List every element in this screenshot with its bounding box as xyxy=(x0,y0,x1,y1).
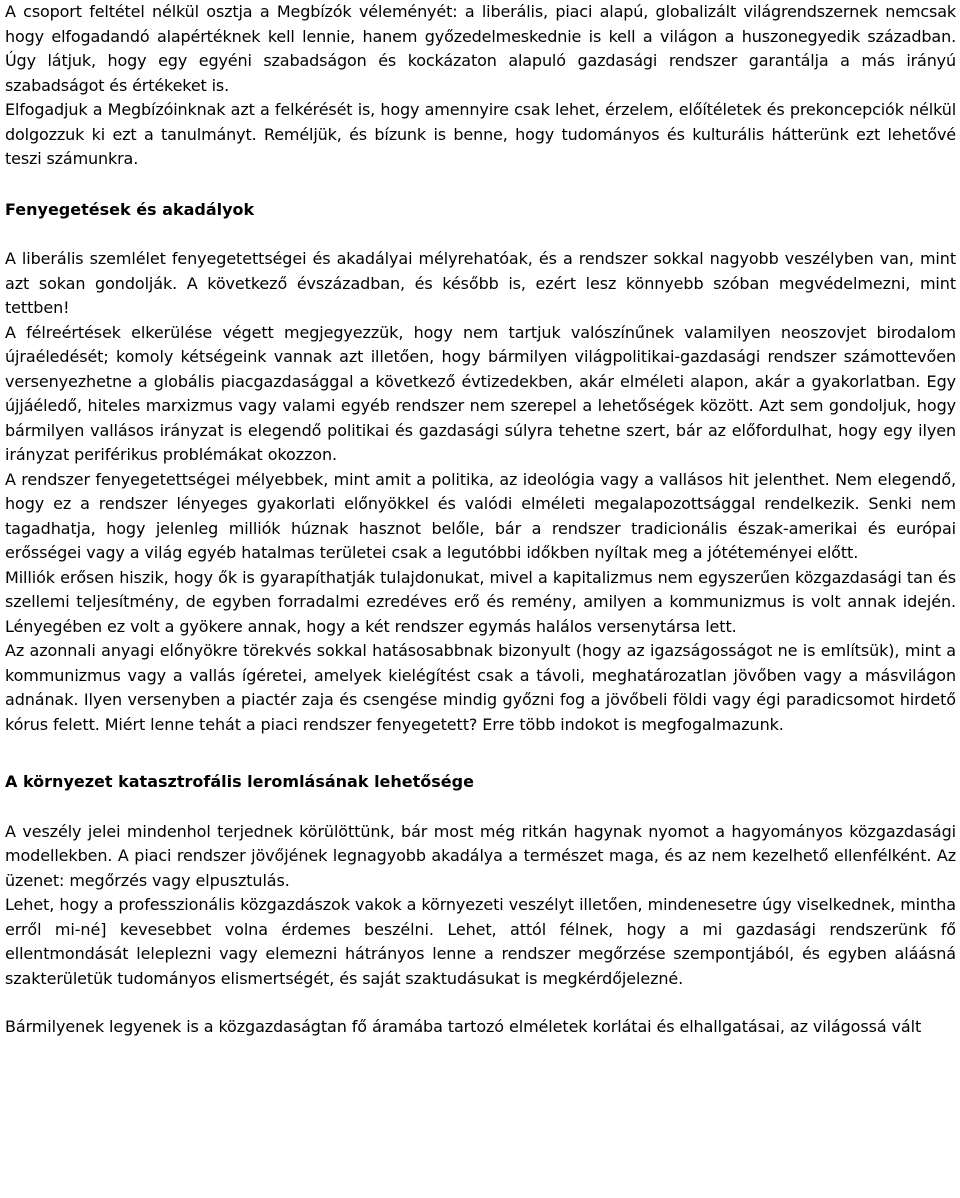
paragraph: Az azonnali anyagi előnyökre törekvés sokkal hatásosabbnak bizonyult (hogy az igazságosságot ne is említsük), mint a kommunizmus vagy a vallás ígéretei, amelyek kielégítést csak a távoli, meghatározatlan jövőben vagy a másvilágon adnának. Ilyen versenyben a piactér zaja és csengése mindig győzni fog a jövőbeli földi vagy égi paradicsomot hirdető kórus felett. Miért lenne tehát a piaci rendszer fenyegetett? Erre több indokot is megfogalmazunk. xyxy=(5,641,956,734)
environment-section xyxy=(5,820,956,992)
paragraph: A csoport feltétel nélkül osztja a Megbízók véleményét: a liberális, piaci alapú, globalizált világrendszernek nemcsak hogy elfogadandó alapértéknek kell lennie, hanem győzedelmeskednie is kell a világon a huszonegyedik században. Úgy látjuk, hogy egy egyéni szabadságon és kockázaton alapuló gazdasági rendszer garantálja a más irányú szabadságot és értékeket is. xyxy=(5,2,956,95)
paragraph: Milliók erősen hiszik, hogy ők is gyarapíthatják tulajdonukat, mivel a kapitalizmus nem egyszerűen közgazdasági tan és szellemi teljesítmény, de egyben forradalmi ezredéves erő és remény, amilyen a kommunizmus is volt annak idején. Lényegében ez volt a gyökere annak, hogy a két rendszer egymás halálos versenytársa lett. xyxy=(5,567,956,636)
threats-section xyxy=(5,247,956,737)
paragraph: A rendszer fenyegetettségei mélyebbek, mint amit a politika, az ideológia vagy a vallásos hit jelenthet. Nem elegendő, hogy ez a rendszer lényeges gyakorlati előnyökkel és valódi elméleti megalapozottsággal rendelkezik. Senki nem tagadhatja, hogy jelenleg milliók húznak hasznot belőle, bár a rendszer tradicionális észak-amerikai és európai erősségei vagy a világ egyéb hatalmas területei csak a legutóbbi időkben nyíltak meg a jótéteményei előtt. xyxy=(5,469,956,562)
closing-paragraph: Bármilyenek legyenek is a közgazdaságtan fő áramába tartozó elméletek korlátai és elhallgatásai, az világossá vált xyxy=(5,1017,922,1036)
paragraph: A félreértések elkerülése végett megjegyezzük, hogy nem tartjuk valószínűnek valamilyen neoszovjet birodalom újraéledését; komoly kétségeink vannak azt illetően, hogy bármilyen világpolitikai-gazdasági rendszer számottevően versenyezhetne a globális piacgazdasággal a következő évtizedekben, akár elméleti alapon, akár a gyakorlatban. Egy újjáéledő, hiteles marxizmus vagy valami egyéb rendszer nem szerepel a lehetőségek között. Azt sem gondoljuk, hogy bármilyen vallásos irányzat is elegendő politikai és gazdasági súlyra tehetne szert, bár az előfordulhat, hogy egy ilyen irányzat periférikus problémákat okozzon. xyxy=(5,322,956,464)
paragraph: A veszély jelei mindenhol terjednek körülöttünk, bár most még ritkán hagynak nyomot a hagyományos közgazdasági modellekben. A piaci rendszer jövőjének legnagyobb akadálya a természet maga, és az nem kezelhető ellenfélként. Az üzenet: megőrzés vagy elpusztulás. xyxy=(5,821,956,890)
section-heading-environment: A környezet katasztrofális leromlásának lehetősége xyxy=(5,772,474,791)
paragraph: Lehet, hogy a professzionális közgazdászok vakok a környezeti veszélyt illetően, mindenesetre úgy viselkednek, mintha erről mi-né] kevesebbet volna érdemes beszélni. Lehet, attól félnek, hogy a mi gazdasági rendszerünk fő ellentmondását leleplezni vagy elemezni hátrányos lenne a rendszer megőrzése szempontjából, és egyben aláásná szakterületük tudományos elismertségét, és saját szaktudásukat is megkérdőjelezné. xyxy=(5,895,956,988)
intro-section xyxy=(5,0,956,172)
paragraph: Elfogadjuk a Megbízóinknak azt a felkérését is, hogy amennyire csak lehet, érzelem, előítéletek és prekoncepciók nélkül dolgozzuk ki ezt a tanulmányt. Reméljük, és bízunk is benne, hogy tudományos és kulturális hátterünk ezt lehetővé teszi számunkra. xyxy=(5,100,956,168)
paragraph: A liberális szemlélet fenyegetettségei és akadályai mélyrehatóak, és a rendszer sokkal nagyobb veszélyben van, mint azt sokan gondolják. A következő évszázadban, és később is, ezért lesz könnyebb szóban megvédelmezni, mint tettben! xyxy=(5,249,956,317)
section-heading-threats: Fenyegetések és akadályok xyxy=(5,199,255,219)
